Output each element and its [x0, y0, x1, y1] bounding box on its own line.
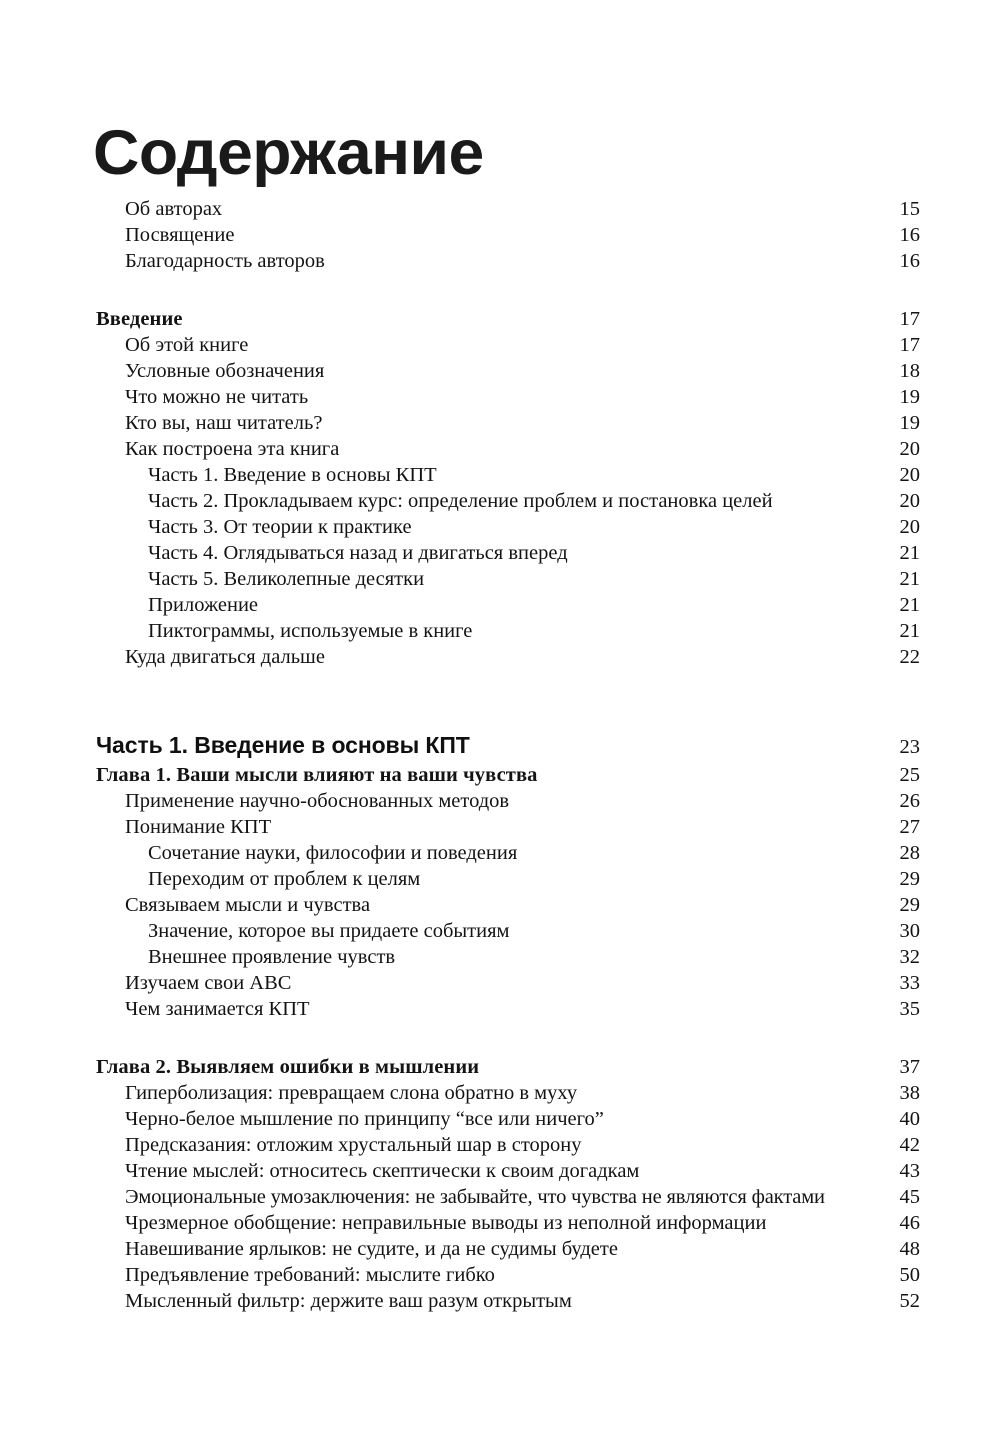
toc-entry[interactable]: [96, 1184, 920, 1210]
toc-section-part-one: [0, 728, 1000, 1314]
toc-entry[interactable]: [96, 840, 920, 866]
toc-entry[interactable]: [96, 566, 920, 592]
toc-entry-label: Часть 1. Введение в основы КПТ: [96, 732, 470, 758]
toc-entry[interactable]: [96, 436, 920, 462]
toc-entry[interactable]: [96, 970, 920, 996]
toc-section-introduction: [0, 306, 1000, 670]
toc-entry-page: 45: [899, 1186, 920, 1208]
section-spacer: [0, 670, 1000, 728]
table-of-contents: [0, 196, 1000, 1314]
toc-entry-page: 21: [899, 620, 920, 642]
toc-entry-label: Об авторах: [125, 198, 223, 220]
toc-entry-label: Чтение мыслей: относитесь скептически к своим догадкам: [125, 1160, 640, 1182]
toc-section-front-matter: [0, 196, 1000, 274]
toc-entry[interactable]: [96, 540, 920, 566]
toc-entry-label: Об этой книге: [125, 334, 249, 356]
toc-entry[interactable]: [96, 892, 920, 918]
toc-entry-page: 37: [899, 1056, 920, 1078]
toc-entry-label: Чем занимается КПТ: [125, 998, 310, 1020]
toc-entry-page: 27: [899, 816, 920, 838]
toc-entry-label: Внешнее проявление чувств: [148, 946, 396, 968]
toc-entry-page: 20: [899, 490, 920, 512]
toc-entry[interactable]: [96, 996, 920, 1022]
toc-entry-label: Черно-белое мышление по принципу “все или ничего”: [125, 1108, 604, 1130]
toc-entry-page: 17: [899, 334, 920, 356]
toc-entry-page: 52: [899, 1290, 920, 1312]
toc-entry[interactable]: [96, 384, 920, 410]
toc-entry-page: 26: [899, 790, 920, 812]
toc-entry[interactable]: [96, 1236, 920, 1262]
toc-entry-page: 17: [899, 308, 920, 330]
page-title: Содержание: [93, 118, 484, 189]
toc-entry-label: Часть 5. Великолепные десятки: [148, 568, 425, 590]
toc-entry[interactable]: [96, 248, 920, 274]
toc-entry-page: 20: [899, 516, 920, 538]
toc-entry-label: Как построена эта книга: [125, 438, 340, 460]
toc-entry-label: Введение: [96, 308, 183, 330]
toc-entry-label: Мысленный фильтр: держите ваш разум открытым: [125, 1290, 572, 1312]
toc-entry-label: Изучаем свои ABC: [125, 972, 292, 994]
toc-entry-page: 20: [899, 464, 920, 486]
toc-entry-label: Часть 4. Оглядываться назад и двигаться вперед: [148, 542, 568, 564]
toc-entry[interactable]: [96, 1210, 920, 1236]
toc-entry-page: 32: [899, 946, 920, 968]
toc-entry-page: 19: [899, 412, 920, 434]
toc-entry-label: Сочетание науки, философии и поведения: [148, 842, 518, 864]
toc-entry-page: 22: [899, 646, 920, 668]
toc-entry-label: Чрезмерное обобщение: неправильные выводы из неполной информации: [125, 1212, 767, 1234]
toc-entry[interactable]: [96, 944, 920, 970]
toc-entry[interactable]: [96, 222, 920, 248]
toc-entry-page: 30: [899, 920, 920, 942]
toc-entry[interactable]: [96, 788, 920, 814]
toc-entry[interactable]: [96, 1288, 920, 1314]
toc-entry-page: 46: [899, 1212, 920, 1234]
toc-entry-page: 20: [899, 438, 920, 460]
toc-entry-label: Пиктограммы, используемые в книге: [148, 620, 473, 642]
toc-entry-heading-chapter-2[interactable]: [96, 1054, 920, 1080]
toc-entry[interactable]: [96, 462, 920, 488]
toc-entry-label: Навешивание ярлыков: не судите, и да не судимы будете: [125, 1238, 618, 1260]
toc-entry-page: 21: [899, 542, 920, 564]
toc-entry[interactable]: [96, 592, 920, 618]
toc-entry[interactable]: [96, 410, 920, 436]
toc-entry-page: 42: [899, 1134, 920, 1156]
toc-entry-page: 50: [899, 1264, 920, 1286]
toc-entry-label: Посвящение: [125, 224, 235, 246]
toc-entry-label: Глава 2. Выявляем ошибки в мышлении: [96, 1056, 480, 1078]
toc-entry-page: 25: [899, 764, 920, 786]
toc-entry-label: Предсказания: отложим хрустальный шар в сторону: [125, 1134, 582, 1156]
toc-entry-page: 29: [899, 894, 920, 916]
toc-entry-page: 29: [899, 868, 920, 890]
toc-entry[interactable]: [96, 514, 920, 540]
toc-entry[interactable]: [96, 1106, 920, 1132]
toc-entry[interactable]: [96, 1158, 920, 1184]
toc-entry-page: 33: [899, 972, 920, 994]
toc-entry-page: 48: [899, 1238, 920, 1260]
toc-entry[interactable]: [96, 644, 920, 670]
toc-entry-label: Благодарность авторов: [125, 250, 325, 272]
toc-entry[interactable]: [96, 618, 920, 644]
toc-entry-page: 40: [899, 1108, 920, 1130]
toc-entry-label: Предъявление требований: мыслите гибко: [125, 1264, 495, 1286]
toc-entry-label: Значение, которое вы придаете событиям: [148, 920, 510, 942]
toc-entry-page: 38: [899, 1082, 920, 1104]
toc-entry-label: Гиперболизация: превращаем слона обратно в муху: [125, 1082, 578, 1104]
toc-entry[interactable]: [96, 488, 920, 514]
toc-entry-label: Эмоциональные умозаключения: не забывайте, что чувства не являются фактами: [125, 1186, 825, 1208]
toc-entry-label: Куда двигаться дальше: [125, 646, 325, 668]
toc-entry[interactable]: [96, 332, 920, 358]
toc-entry-label: Глава 1. Ваши мысли влияют на ваши чувства: [96, 764, 538, 786]
toc-entry-heading-introduction[interactable]: [96, 306, 920, 332]
toc-entry-page: 16: [899, 250, 920, 272]
toc-entry[interactable]: [96, 814, 920, 840]
toc-entry-label: Переходим от проблем к целям: [148, 868, 421, 890]
toc-entry-page: 15: [899, 198, 920, 220]
toc-entry[interactable]: [96, 866, 920, 892]
toc-entry-page: 16: [899, 224, 920, 246]
toc-entry-page: 19: [899, 386, 920, 408]
toc-entry-page: 43: [899, 1160, 920, 1182]
toc-entry[interactable]: [96, 1132, 920, 1158]
section-spacer: [0, 274, 1000, 306]
toc-entry-page: 23: [899, 736, 920, 758]
toc-entry-page: 35: [899, 998, 920, 1020]
toc-entry[interactable]: [96, 1080, 920, 1106]
toc-entry-label: Что можно не читать: [125, 386, 309, 408]
toc-entry-label: Применение научно-обоснованных методов: [125, 790, 510, 812]
toc-entry-label: Условные обозначения: [125, 360, 325, 382]
toc-entry-page: 21: [899, 568, 920, 590]
toc-entry[interactable]: [96, 358, 920, 384]
toc-entry-heading-part-1[interactable]: [96, 728, 920, 762]
toc-entry[interactable]: [96, 196, 920, 222]
section-spacer: [0, 1022, 1000, 1054]
toc-entry-label: Часть 3. От теории к практике: [148, 516, 412, 538]
toc-entry-page: 18: [899, 360, 920, 382]
toc-entry-page: 21: [899, 594, 920, 616]
toc-entry[interactable]: [96, 1262, 920, 1288]
toc-entry-label: Приложение: [148, 594, 259, 616]
toc-entry-label: Связываем мысли и чувства: [125, 894, 371, 916]
toc-entry-heading-chapter-1[interactable]: [96, 762, 920, 788]
toc-entry[interactable]: [96, 918, 920, 944]
toc-entry-label: Понимание КПТ: [125, 816, 272, 838]
toc-entry-label: Кто вы, наш читатель?: [125, 412, 323, 434]
toc-entry-page: 28: [899, 842, 920, 864]
toc-entry-label: Часть 1. Введение в основы КПТ: [148, 464, 437, 486]
toc-entry-label: Часть 2. Прокладываем курс: определение проблем и постановка целей: [148, 490, 773, 512]
